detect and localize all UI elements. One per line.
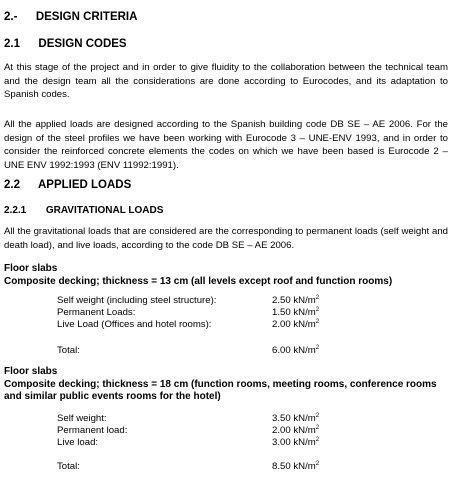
slab1-row-label: Live Load (Offices and hotel rooms): <box>57 319 212 330</box>
slab1-row-value: 2.00 $kN/m^2$ <box>272 318 320 330</box>
slab2-row-label: Permanent load: <box>57 425 128 436</box>
slab2-subtitle-line1: Composite decking; thickness = 18 cm (function rooms, meeting rooms, conference rooms <box>4 379 437 390</box>
applied-loads-heading <box>4 179 131 191</box>
design-codes-title: DESIGN CODES <box>38 38 127 50</box>
design-codes-paragraph-2: All the applied loads are designed according to the Spanish building code DB SE – AE 2006. For the design of the steel profiles we have been working with Eurocode 3 – UNE-ENV 1993, and in order to consider the reinforced concrete elements the codes on which we have been based is Eurocode 2 – UNE ENV 1992:1993 (ENV 11992:1991). <box>4 119 448 171</box>
slab2-row-value: 3.50 $kN/m^2$ <box>272 412 320 424</box>
slab1-row-label: Self weight (including steel structure): <box>57 295 217 306</box>
slab1-row-value: 1.50 $kN/m^2$ <box>272 306 320 318</box>
applied-loads-number: 2.2 <box>4 179 20 191</box>
gravitational-paragraph: All the gravitational loads that are considered are the corresponding to permanent loads (self weight and death load), and live loads, according to the code DB SE – AE 2006. <box>4 226 448 251</box>
section-title: DESIGN CRITERIA <box>35 11 138 23</box>
slab2-row-label: Live load: <box>57 437 99 448</box>
slab1-row-value: 2.50 $kN/m^2$ <box>272 294 320 306</box>
slab2-subtitle-line2: and similar public events rooms for the hotel) <box>4 391 221 402</box>
section-number: 2.- <box>4 11 18 23</box>
design-codes-number: 2.1 <box>4 38 20 50</box>
slab2-total-label: Total: <box>57 461 80 472</box>
slab2-title: Floor slabs <box>4 366 58 377</box>
slab1-total-value: 6.00 $kN/m^2$ <box>272 344 320 356</box>
applied-loads-title: APPLIED LOADS <box>37 179 132 191</box>
slab1-row-label: Permanent Loads: <box>57 307 136 318</box>
slab2-row-value: 3.00 $kN/m^2$ <box>272 436 320 448</box>
gravitational-title: GRAVITATIONAL LOADS <box>45 205 164 216</box>
slab1-total-label: Total: <box>57 345 80 356</box>
slab1-subtitle: Composite decking; thickness = 13 cm (all levels except roof and function rooms) <box>4 276 393 287</box>
slab2-total-value: 8.50 $kN/m^2$ <box>272 460 320 472</box>
design-codes-heading <box>4 38 127 50</box>
design-codes-paragraph-1: At this stage of the project and in order to give fluidity to the collaboration between the technical team and the design team all the considerations are done according to Eurocodes, and its adaptation to Spanish codes. <box>4 62 448 100</box>
section-heading <box>4 11 137 23</box>
slab1-title: Floor slabs <box>4 263 58 274</box>
gravitational-number: 2.2.1 <box>4 205 27 216</box>
slab2-row-value: 2.00 $kN/m^2$ <box>272 424 320 436</box>
slab2-row-label: Self weight: <box>57 413 107 424</box>
gravitational-heading <box>4 205 163 216</box>
